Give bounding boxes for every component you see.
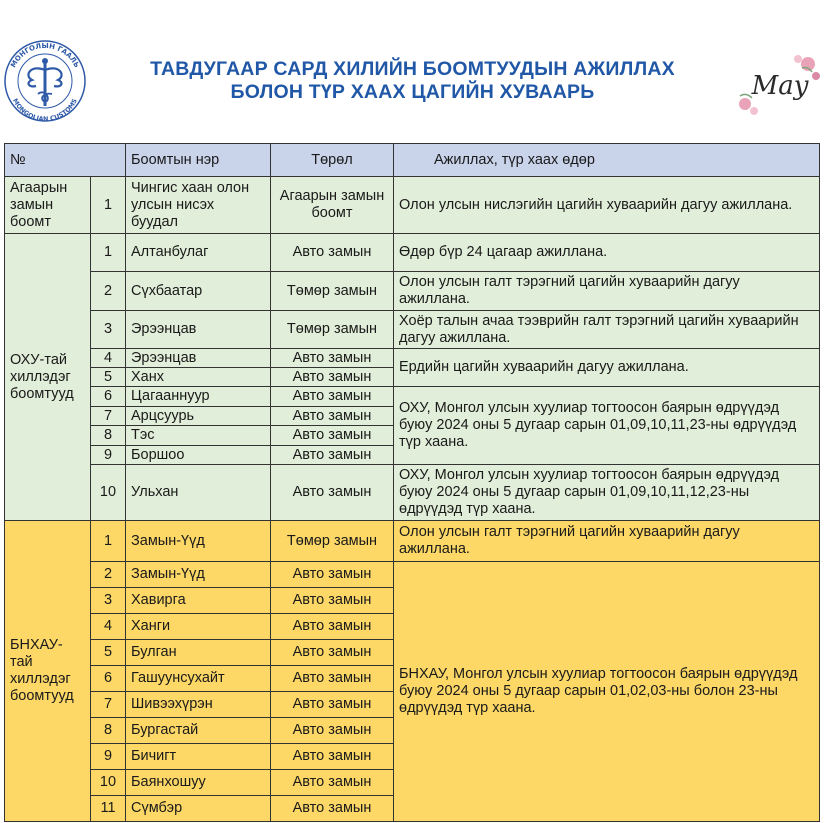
- port-name: Баянхошуу: [126, 770, 271, 796]
- port-name: Булган: [126, 640, 271, 666]
- row-number: 9: [91, 744, 126, 770]
- page-header: [0, 0, 825, 140]
- port-type: Авто замын: [271, 666, 394, 692]
- port-type: Авто замын: [271, 407, 394, 426]
- port-type: Авто замын: [271, 426, 394, 446]
- schedule-note: Олон улсын галт тэрэгний цагийн хуваарийн дагуу ажиллана.: [394, 521, 820, 562]
- table-row: [5, 234, 820, 272]
- row-number: 8: [91, 718, 126, 744]
- row-number: 7: [91, 692, 126, 718]
- port-name: Ульхан: [126, 465, 271, 521]
- row-number: 4: [91, 349, 126, 368]
- customs-logo: [0, 36, 90, 126]
- port-type: Төмөр замын: [271, 311, 394, 349]
- port-type: Авто замын: [271, 234, 394, 272]
- row-number: 5: [91, 368, 126, 387]
- month-label: May: [751, 71, 809, 101]
- table-row: [5, 562, 820, 588]
- row-number: 9: [91, 446, 126, 465]
- port-type: Авто замын: [271, 446, 394, 465]
- title-line-2: БОЛОН ТҮР ХААХ ЦАГИЙН ХУВААРЬ: [230, 81, 595, 103]
- row-number: 8: [91, 426, 126, 446]
- port-type: Төмөр замын: [271, 521, 394, 562]
- row-number: 1: [91, 521, 126, 562]
- port-type: Авто замын: [271, 588, 394, 614]
- port-type: Авто замын: [271, 465, 394, 521]
- row-number: 1: [91, 177, 126, 234]
- page-title: [120, 58, 705, 104]
- port-name: Эрээнцав: [126, 349, 271, 368]
- group-label-russia: ОХУ-тай хиллэдэг боомтууд: [5, 234, 91, 521]
- port-type: Авто замын: [271, 692, 394, 718]
- row-number: 10: [91, 770, 126, 796]
- title-line-1: ТАВДУГААР САРД ХИЛИЙН БООМТУУДЫН АЖИЛЛАХ: [150, 58, 675, 80]
- row-number: 4: [91, 614, 126, 640]
- port-name: Замын-Үүд: [126, 562, 271, 588]
- col-header-schedule: Ажиллах, түр хаах өдөр: [394, 144, 820, 177]
- port-name: Бичигт: [126, 744, 271, 770]
- col-header-name: Боомтын нэр: [126, 144, 271, 177]
- port-name: Эрээнцав: [126, 311, 271, 349]
- port-name: Хавирга: [126, 588, 271, 614]
- port-type: Авто замын: [271, 387, 394, 407]
- row-number: 6: [91, 387, 126, 407]
- table-row: [5, 465, 820, 521]
- port-type: Авто замын: [271, 796, 394, 822]
- schedule-note: Олон улсын галт тэрэгний цагийн хуваарийн дагуу ажиллана.: [394, 272, 820, 311]
- port-type: Авто замын: [271, 718, 394, 744]
- port-name: Сүмбэр: [126, 796, 271, 822]
- port-name: Гашуунсухайт: [126, 666, 271, 692]
- col-header-type: Төрөл: [271, 144, 394, 177]
- group-label-air: Агаарын замын боомт: [5, 177, 91, 234]
- port-name: Сүхбаатар: [126, 272, 271, 311]
- schedule-note: Ердийн цагийн хуваарийн дагуу ажиллана.: [394, 349, 820, 387]
- port-type: Авто замын: [271, 614, 394, 640]
- col-header-number: №: [5, 144, 126, 177]
- port-name: Ханх: [126, 368, 271, 387]
- table-row: [5, 177, 820, 234]
- port-name: Шивээхүрэн: [126, 692, 271, 718]
- port-name: Арцсуурь: [126, 407, 271, 426]
- port-name: Бургастай: [126, 718, 271, 744]
- svg-text:МОНГОЛЫН ГААЛЬ: МОНГОЛЫН ГААЛЬ: [9, 41, 81, 70]
- table-row: [5, 311, 820, 349]
- port-type: Авто замын: [271, 368, 394, 387]
- schedule-note: Олон улсын нислэгийн цагийн хуваарийн дагуу ажиллана.: [394, 177, 820, 234]
- row-number: 3: [91, 311, 126, 349]
- port-type: Төмөр замын: [271, 272, 394, 311]
- port-name: Тэс: [126, 426, 271, 446]
- svg-text:MONGOLIAN CUSTOMS: MONGOLIAN CUSTOMS: [11, 97, 79, 124]
- port-type: Агаарын замын боомт: [271, 177, 394, 234]
- table-row: [5, 272, 820, 311]
- row-number: 3: [91, 588, 126, 614]
- port-type: Авто замын: [271, 770, 394, 796]
- table-row: [5, 521, 820, 562]
- port-name: Замын-Үүд: [126, 521, 271, 562]
- table-row: [5, 387, 820, 407]
- row-number: 2: [91, 562, 126, 588]
- row-number: 7: [91, 407, 126, 426]
- port-type: Авто замын: [271, 640, 394, 666]
- row-number: 2: [91, 272, 126, 311]
- schedule-table: [4, 143, 820, 822]
- row-number: 10: [91, 465, 126, 521]
- schedule-note: ОХУ, Монгол улсын хуулиар тогтоосон баярын өдрүүдэд буюу 2024 оны 5 дугаар сарын 01,09,10,11,23-ны өдрүүдэд түр хаана.: [394, 387, 820, 465]
- group-label-china: БНХАУ-тай хиллэдэг боомтууд: [5, 521, 91, 822]
- table-header-row: [5, 144, 820, 177]
- schedule-note: Өдөр бүр 24 цагаар ажиллана.: [394, 234, 820, 272]
- table-row: [5, 349, 820, 368]
- port-name: Чингис хаан олон улсын нисэх буудал: [126, 177, 271, 234]
- port-type: Авто замын: [271, 349, 394, 368]
- port-name: Боршоо: [126, 446, 271, 465]
- row-number: 1: [91, 234, 126, 272]
- schedule-note: БНХАУ, Монгол улсын хуулиар тогтоосон баярын өдрүүдэд буюу 2024 оны 5 дугаар сарын 01,02,03-ны болон 23-ны өдрүүдэд түр хаана.: [394, 562, 820, 822]
- row-number: 11: [91, 796, 126, 822]
- port-name: Цагааннуур: [126, 387, 271, 407]
- port-name: Алтанбулаг: [126, 234, 271, 272]
- month-badge: [736, 50, 824, 118]
- row-number: 6: [91, 666, 126, 692]
- port-name: Ханги: [126, 614, 271, 640]
- port-type: Авто замын: [271, 562, 394, 588]
- schedule-note: ОХУ, Монгол улсын хуулиар тогтоосон баярын өдрүүдэд буюу 2024 оны 5 дугаар сарын 01,09,10,11,12,23-ны өдрүүдэд түр хаана.: [394, 465, 820, 521]
- port-type: Авто замын: [271, 744, 394, 770]
- schedule-note: Хоёр талын ачаа тээврийн галт тэрэгний цагийн хуваарийн дагуу ажиллана.: [394, 311, 820, 349]
- row-number: 5: [91, 640, 126, 666]
